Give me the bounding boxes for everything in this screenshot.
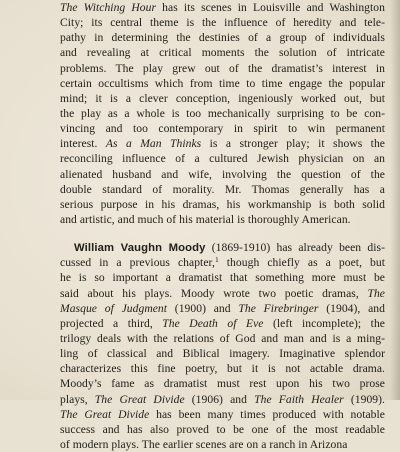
text-line xyxy=(60,151,385,166)
text-run: characterizes this fine poetry, but it is not actable drama. xyxy=(60,362,385,376)
text-line xyxy=(60,255,385,270)
text-run: mind; it is a clever conception, ingeniously worked out, but xyxy=(60,91,385,105)
work-title: The Witching Hour xyxy=(60,1,157,14)
text-line xyxy=(60,316,385,331)
text-run: (1869-1910) has already been dis- xyxy=(205,241,385,255)
text-line xyxy=(60,30,385,45)
text-line xyxy=(60,197,385,212)
text-run: he is so important a dramatist that something more must be xyxy=(60,271,385,285)
text-line xyxy=(60,422,385,437)
text-run: serious purpose in his dramas, his workmanship is both solid xyxy=(60,197,385,211)
text-line xyxy=(60,212,385,227)
text-run: Moody’s fame as dramatist must rest upon his two prose xyxy=(60,377,385,391)
text-run: ling of classical and Biblical imagery. Imaginative splendor xyxy=(60,347,385,361)
work-title: The Firebringer xyxy=(238,301,319,315)
text-run: (1909). xyxy=(343,392,386,406)
text-run: said about his plays. Moody wrote two poetic dramas, xyxy=(60,286,368,300)
text-run: problems. The play grew out of the dramatist’s interest in xyxy=(60,61,385,75)
work-title: The Death of Eve xyxy=(162,316,264,330)
text-line xyxy=(60,45,385,60)
text-line xyxy=(60,270,385,285)
text-run: (left incomplete); the xyxy=(263,316,385,330)
text-run: alienated husband and wife, involving the question of the xyxy=(60,167,385,181)
text-run: of modern plays. The earlier scenes are on a ranch in Arizona xyxy=(60,437,348,451)
text-line xyxy=(60,61,385,76)
text-run: (1904), and xyxy=(318,301,386,315)
text-run: interest. xyxy=(60,137,106,151)
footnote-marker: 1 xyxy=(214,255,219,265)
work-title: The Faith Healer xyxy=(254,392,344,406)
work-title: As a Man Thinks xyxy=(105,137,202,151)
text-line xyxy=(60,167,385,182)
text-run: the play as a whole is too mechanically surprising to be con- xyxy=(60,106,385,120)
text-run: plays, xyxy=(60,392,95,406)
text-line xyxy=(60,331,385,346)
text-line xyxy=(60,376,385,391)
paragraph-witching-hour xyxy=(60,0,385,227)
text-run: though chiefly as a poet, but xyxy=(218,256,386,270)
text-run: (1900) and xyxy=(167,301,239,315)
text-line xyxy=(60,91,385,106)
text-line xyxy=(60,76,385,91)
text-line xyxy=(60,361,385,376)
text-run: reconciling influence of a cultured Jewish physician on an xyxy=(60,152,385,166)
text-line xyxy=(60,0,385,15)
text-run: and artistic, and much of his material is thoroughly American. xyxy=(60,212,351,226)
work-title: The Great Divide xyxy=(94,392,185,406)
text-line xyxy=(60,286,385,301)
text-line xyxy=(60,121,385,136)
work-title: The Great Divide xyxy=(60,407,150,421)
text-run: success and has also proved to be one of the most readable xyxy=(60,422,385,436)
text-run: vincing and too contemporary in spirit to win permanent xyxy=(60,122,385,136)
text-line xyxy=(60,15,385,30)
text-run: trilogy deals with the relations of God and man and is a ming- xyxy=(60,331,385,345)
text-line xyxy=(60,106,385,121)
text-run: certain occultisms which from time to time engage the popular xyxy=(60,76,385,90)
page-edge-shadow xyxy=(390,0,400,400)
page-text xyxy=(60,0,385,452)
work-title: The xyxy=(367,286,385,300)
text-line xyxy=(60,407,385,422)
text-run: pathy in determining the destinies of a group of individuals xyxy=(60,31,385,45)
text-run: has been many times produced with notable xyxy=(149,407,385,421)
text-line xyxy=(60,392,385,407)
text-line xyxy=(60,136,385,151)
text-line xyxy=(60,182,385,197)
text-line xyxy=(60,346,385,361)
text-run: is a stronger play; it shows the xyxy=(201,137,385,151)
text-run: double standard of morality. Mr. Thomas generally has a xyxy=(60,182,385,196)
text-run: has its scenes in Louisville and Washington xyxy=(156,1,385,14)
text-line xyxy=(60,240,385,255)
text-line xyxy=(60,301,385,316)
text-run: (1906) and xyxy=(184,392,255,406)
author-name: William Vaughn Moody xyxy=(74,242,206,255)
text-run: and revealing at critical moments the solution of intricate xyxy=(60,46,385,60)
text-run: projected a third, xyxy=(60,316,163,330)
paragraph-moody xyxy=(60,240,385,452)
paragraph-gap xyxy=(60,227,385,240)
text-run: cussed in a previous chapter, xyxy=(60,256,215,270)
work-title: Masque of Judgment xyxy=(60,301,168,315)
text-run: City; its central theme is the influence of heredity and tele- xyxy=(60,16,385,30)
text-line xyxy=(60,437,385,452)
